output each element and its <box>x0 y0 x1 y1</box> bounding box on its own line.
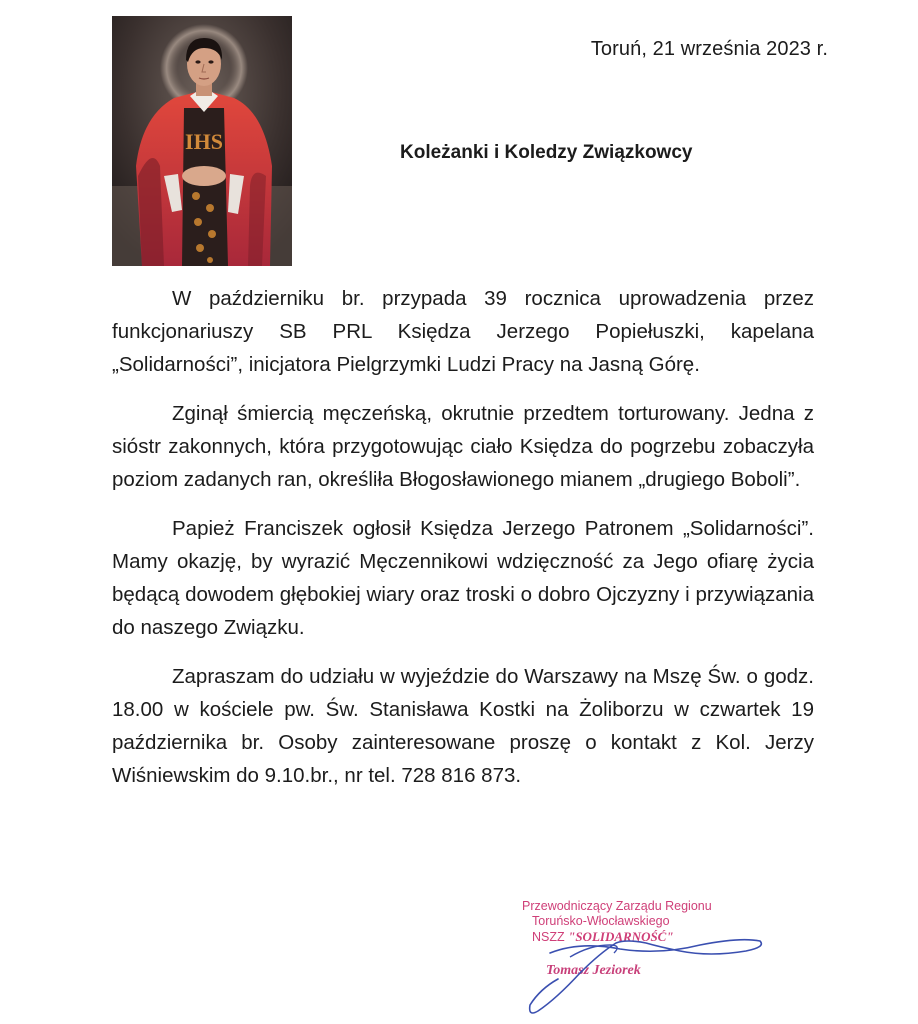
signature-stamp <box>510 893 770 1018</box>
stamp-union-name: "SOLIDARNOŚĆ" <box>568 929 674 944</box>
paragraph-invitation: Zapraszam do udziału w wyjeździe do Warszawy na Mszę Św. o godz. 18.00 w kościele pw. Św. Stanisława Kostki na Żoliborzu w czwartek 19 października br. Osoby zainteresowane proszę o kontakt z Kol. Jerzy Wiśniewskim do 9.10.br., nr tel. 728 816 873. <box>112 665 814 787</box>
paragraph-martyrdom: Zginął śmiercią męczeńską, okrutnie przedtem torturowany. Jedna z sióstr zakonnych, która przygotowując ciało Księdza do pogrzebu zobaczyła poziom zadanych ran, określiła Błogosławionego mianem „drugiego Boboli”. <box>112 402 814 491</box>
stamp-region-line: Toruńsko-Włocławskiego <box>532 914 670 928</box>
letter-body <box>112 282 814 808</box>
paragraph-anniversary: W październiku br. przypada 39 rocznica uprowadzenia przez funkcjonariuszy SB PRL Księdza Jerzego Popiełuszki, kapelana „Solidarności”, inicjatora Pielgrzymki Ludzi Pracy na Jasną Górę. <box>112 287 814 376</box>
paragraph-patron: Papież Franciszek ogłosił Księdza Jerzego Patronem „Solidarności”. Mamy okazję, by wyrazić Męczennikowi wdzięczność za Jego ofiarę życia będącą dowodem głębokiej wiary oraz troski o dobro Ojczyzny i przywiązania do naszego Związku. <box>112 517 814 639</box>
letter-salutation: Koleżanki i Koledzy Związkowcy <box>400 142 693 163</box>
stamp-union-prefix: NSZZ <box>532 930 569 944</box>
portrait-illustration <box>112 16 292 266</box>
signatory-name: Tomasz Jeziorek <box>546 963 641 978</box>
letter-date: Toruń, 21 września 2023 r. <box>590 38 828 60</box>
stamp-title-line: Przewodniczący Zarządu Regionu <box>522 899 712 913</box>
ihs-monogram: IHS <box>185 129 223 154</box>
portrait-image <box>112 16 292 266</box>
handwritten-signature-icon <box>510 893 770 1018</box>
